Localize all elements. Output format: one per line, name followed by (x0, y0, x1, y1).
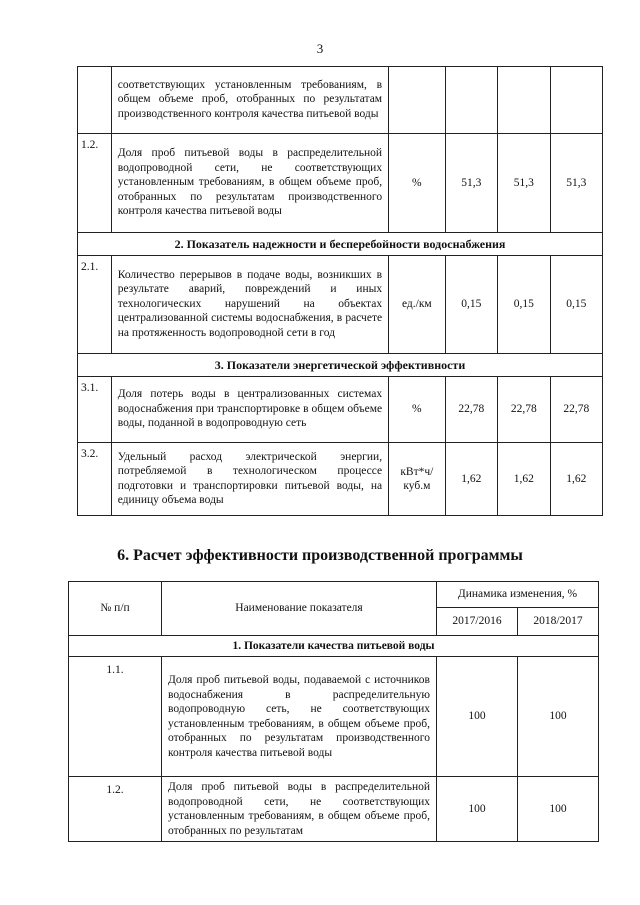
value-cell: 0,15 (498, 256, 550, 354)
section-header: 2. Показатель надежности и бесперебойности водоснабжения (78, 233, 603, 256)
table-row (78, 134, 603, 233)
column-header-name: Наименование показателя (162, 582, 437, 636)
value-cell: 1,62 (498, 443, 550, 516)
table-row (78, 443, 603, 516)
value-cell: 100 (437, 657, 518, 777)
section-title: 6. Расчет эффективности производственной программы (117, 547, 523, 564)
efficiency-table (68, 581, 599, 842)
section-header: 3. Показатели энергетической эффективности (78, 354, 603, 377)
indicator-description: соответствующих установленным требованиям, в общем объеме проб, отобранных по результатам производственного контроля качества питьевой воды (111, 67, 388, 134)
value-cell: 1,62 (445, 443, 497, 516)
value-cell: 22,78 (498, 377, 550, 443)
unit-cell (389, 67, 446, 134)
value-cell: 51,3 (550, 134, 602, 233)
value-cell: 51,3 (445, 134, 497, 233)
section-header-row (78, 354, 603, 377)
unit-cell: кВт*ч/куб.м (389, 443, 446, 516)
indicator-description: Доля проб питьевой воды в распределительной водопроводной сети, не соответствующих установленным требованиям, в общем объеме проб, отобранных по результатам производственного контроля качества питьевой воды (111, 134, 388, 233)
row-number (78, 67, 112, 134)
value-cell: 0,15 (550, 256, 602, 354)
value-cell: 100 (518, 777, 599, 842)
unit-cell: % (389, 134, 446, 233)
row-number: 1.1. (69, 657, 162, 777)
value-cell: 1,62 (550, 443, 602, 516)
table-row (78, 67, 603, 134)
value-cell: 22,78 (445, 377, 497, 443)
indicators-table (77, 66, 603, 516)
indicator-description: Доля проб питьевой воды в распределительной водопроводной сети, не соответствующих установленным требованиям, в общем объеме проб, отобранных по результатам (162, 777, 437, 842)
section-header-row (78, 233, 603, 256)
table-header-row (69, 582, 599, 608)
table-row (69, 777, 599, 842)
value-cell: 100 (518, 657, 599, 777)
value-cell: 100 (437, 777, 518, 842)
section-header: 1. Показатели качества питьевой воды (69, 636, 599, 657)
unit-cell: ед./км (389, 256, 446, 354)
row-number: 1.2. (78, 134, 112, 233)
value-cell: 0,15 (445, 256, 497, 354)
row-number: 3.2. (78, 443, 112, 516)
page-number: 3 (316, 41, 324, 56)
column-header-year: 2018/2017 (518, 608, 599, 636)
section-header-row (69, 636, 599, 657)
indicator-description: Количество перерывов в подаче воды, возникших в результате аварий, повреждений и иных технологических нарушений на объектах централизованной системы водоснабжения, в расчете на протяженность водопроводной сети в год (111, 256, 388, 354)
value-cell: 51,3 (498, 134, 550, 233)
table-row (78, 377, 603, 443)
column-header-dynamics: Динамика изменения, % (437, 582, 599, 608)
column-header-number: № п/п (69, 582, 162, 636)
indicator-description: Удельный расход электрической энергии, потребляемой в технологическом процессе подготовки и транспортировки питьевой воды, на единицу объема воды (111, 443, 388, 516)
row-number: 2.1. (78, 256, 112, 354)
row-number: 1.2. (69, 777, 162, 842)
unit-cell: % (389, 377, 446, 443)
row-number: 3.1. (78, 377, 112, 443)
table-row (69, 657, 599, 777)
indicator-description: Доля потерь воды в централизованных системах водоснабжения при транспортировке в общем объеме воды, поданной в водопроводную сеть (111, 377, 388, 443)
value-cell (498, 67, 550, 134)
indicator-description: Доля проб питьевой воды, подаваемой с источников водоснабжения в распределительную водопроводную сеть, не соответствующих установленным требованиям, в общем объеме проб, отобранных по результатам производственного контроля качества питьевой воды (162, 657, 437, 777)
value-cell (550, 67, 602, 134)
column-header-year: 2017/2016 (437, 608, 518, 636)
value-cell: 22,78 (550, 377, 602, 443)
table-row (78, 256, 603, 354)
value-cell (445, 67, 497, 134)
